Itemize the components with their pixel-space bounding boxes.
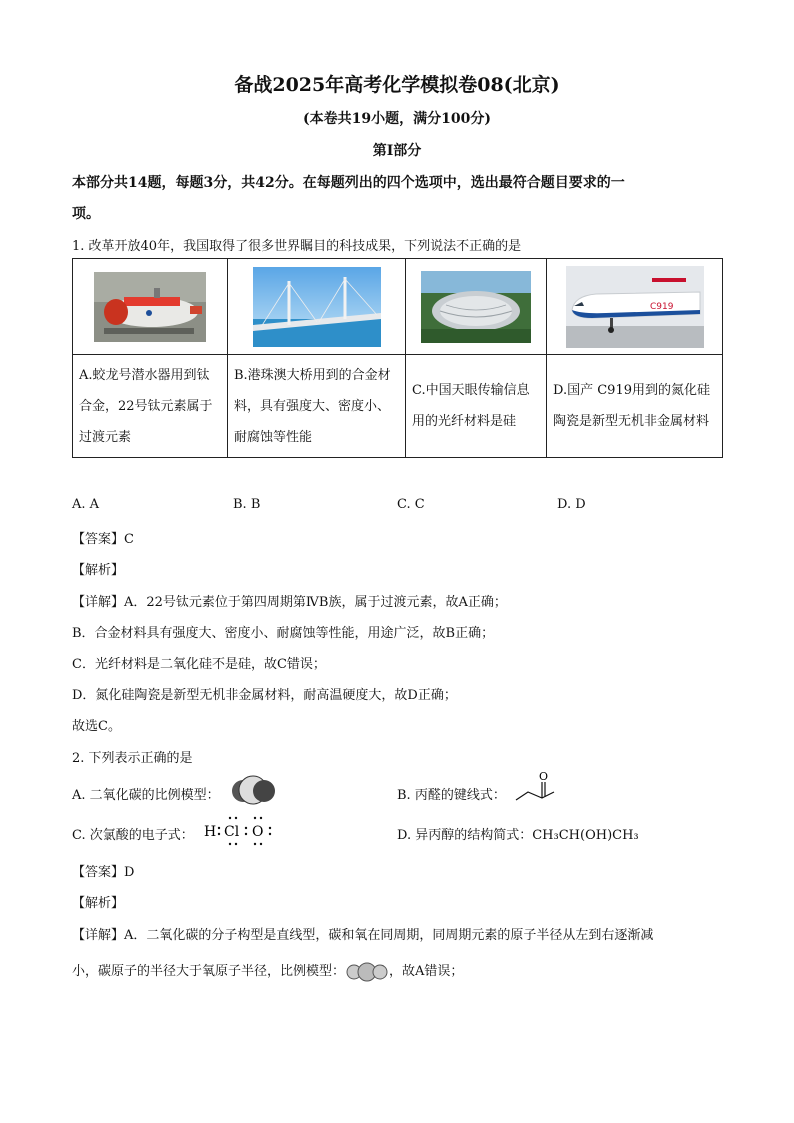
- option-cell-b: B.港珠澳大桥用到的合金材料，具有强度大、密度小、耐腐蚀等性能: [228, 355, 406, 458]
- image-cell-b: [228, 259, 406, 355]
- image-cell-a: [73, 259, 228, 355]
- c919-plane-image: [566, 266, 704, 348]
- question-1-table: [72, 258, 723, 458]
- q1-detail-line: D．氮化硅陶瓷是新型无机非金属材料，耐高温硬度大，故D正确；: [72, 688, 457, 703]
- part-heading: 第I部分: [372, 143, 422, 159]
- q2-detail-line: [72, 960, 463, 982]
- o-atom: O: [252, 824, 264, 840]
- bridge-image: [253, 267, 381, 347]
- q1-option-b: B. B: [233, 497, 261, 512]
- q2-detail-text-end: ，故A错误；: [389, 964, 464, 979]
- page-title: 备战2025年高考化学模拟卷08(北京): [234, 74, 560, 96]
- option-cell-d: D.国产 C919用到的氮化硅陶瓷是新型无机非金属材料: [547, 355, 723, 458]
- co2-space-filling-model-wrong: [230, 772, 276, 810]
- submersible-image: [94, 272, 206, 342]
- co2-linear-model: [345, 962, 389, 982]
- cl-atom: Cl: [224, 824, 240, 840]
- option-cell-a: A.蛟龙号潜水器用到钛合金，22号钛元素属于过渡元素: [73, 355, 228, 458]
- instructions-line2: 项。: [72, 206, 100, 222]
- image-cell-d: [547, 259, 723, 355]
- hclo-electron-formula: [200, 814, 280, 850]
- question-1-stem: 1. 改革开放40年，我国取得了很多世界瞩目的科技成果，下列说法不正确的是: [72, 239, 522, 254]
- q2-detail-line: 【详解】A．二氧化碳的分子构型是直线型，碳和氧在同周期，同周期元素的原子半径从左到右逐渐减: [72, 928, 654, 943]
- q2-option-d: D. 异丙醇的结构简式：CH₃CH(OH)CH₃: [397, 828, 639, 843]
- propanal-skeletal-formula: [512, 770, 562, 806]
- q2-option-c: C. 次氯酸的电子式：: [72, 828, 194, 843]
- q1-detail-line: B．合金材料具有强度大、密度小、耐腐蚀等性能，用途广泛，故B正确；: [72, 626, 495, 641]
- q1-option-d: D. D: [557, 497, 586, 512]
- fast-telescope-image: [421, 271, 531, 343]
- h-atom: H: [204, 824, 217, 840]
- oxygen-atom-label: O: [539, 770, 549, 783]
- q2-option-a: A. 二氧化碳的比例模型：: [72, 788, 220, 803]
- q1-detail-line: 故选C。: [72, 719, 121, 734]
- q2-analysis-label: 【解析】: [72, 896, 125, 911]
- q1-option-c: C. C: [397, 497, 425, 512]
- page-subtitle: (本卷共19小题，满分100分): [303, 111, 491, 127]
- q1-detail-line: C．光纤材料是二氧化硅不是硅，故C错误；: [72, 657, 326, 672]
- q1-analysis-label: 【解析】: [72, 563, 125, 578]
- q2-option-b: B. 丙醛的键线式：: [397, 788, 506, 803]
- option-cell-c: C.中国天眼传输信息用的光纤材料是硅: [406, 355, 547, 458]
- q2-answer: 【答案】D: [72, 865, 135, 880]
- q1-detail-line: 【详解】A．22号钛元素位于第四周期第ⅣB族，属于过渡元素，故A正确；: [72, 595, 507, 610]
- instructions-line1: 本部分共14题，每题3分，共42分。在每题列出的四个选项中，选出最符合题目要求的一: [72, 175, 625, 191]
- q1-option-a: A. A: [72, 497, 100, 512]
- question-2-stem: 2. 下列表示正确的是: [72, 751, 193, 766]
- image-cell-c: [406, 259, 547, 355]
- c919-label: C919: [649, 301, 673, 312]
- q2-detail-text: 小，碳原子的半径大于氧原子半径，比例模型：: [72, 964, 346, 979]
- q1-answer: 【答案】C: [72, 532, 134, 547]
